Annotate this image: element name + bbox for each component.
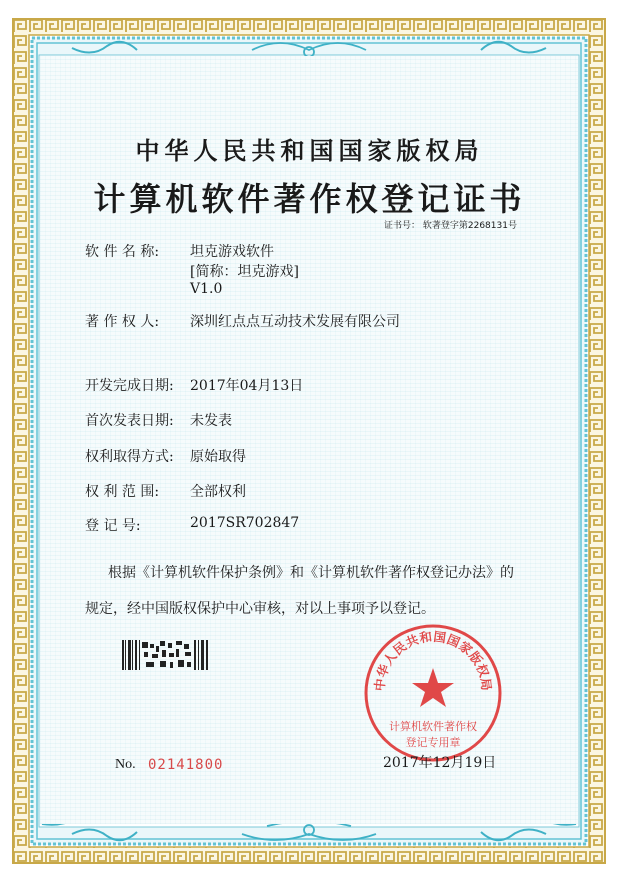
issuing-authority: 中华人民共和国国家版权局 <box>135 136 484 165</box>
acquisition-method-value: 原始取得 <box>190 449 246 465</box>
first-publication-label: 首次发表日期: <box>85 413 174 429</box>
barcode <box>122 640 208 670</box>
copyright-owner-label: 著 作 权 人: <box>85 314 160 330</box>
acquisition-method-label: 权利取得方式: <box>85 449 174 465</box>
seal-line-2: 登记专用章 <box>405 736 461 749</box>
certificate-number: 证书号： 软著登字第2268131号 <box>384 221 517 231</box>
completion-date-value: 2017年04月13日 <box>190 378 304 394</box>
certificate-title: 计算机软件著作权登记证书 <box>93 180 526 218</box>
copyright-owner-value: 深圳红点点互动技术发展有限公司 <box>190 314 400 330</box>
software-name-label: 软 件 名 称: <box>85 244 160 260</box>
software-name-value: 坦克游戏软件 <box>190 244 274 260</box>
official-seal <box>362 622 504 764</box>
svg-text:中华人民共和国国家版权局: 中华人民共和国国家版权局 <box>371 628 495 692</box>
registration-number-label: 登 记 号: <box>85 518 141 534</box>
seal-line-1: 计算机软件著作权 <box>389 720 477 733</box>
serial-number: 02141800 <box>148 757 224 773</box>
declaration-line-2: 规定，经中国版权保护中心审核，对以上事项予以登记。 <box>85 601 435 617</box>
first-publication-value: 未发表 <box>190 413 232 429</box>
software-short-name: [简称：坦克游戏] <box>190 264 299 280</box>
declaration-line-1: 根据《计算机软件保护条例》和《计算机软件著作权登记办法》的 <box>108 565 514 581</box>
issue-date: 2017年12月19日 <box>383 755 497 771</box>
rights-scope-label: 权 利 范 围: <box>85 484 160 500</box>
completion-date-label: 开发完成日期: <box>85 378 174 394</box>
rights-scope-value: 全部权利 <box>190 484 246 500</box>
software-version: V1.0 <box>190 281 223 297</box>
registration-number-value: 2017SR702847 <box>190 515 300 531</box>
star-icon <box>412 668 454 707</box>
serial-prefix: No. <box>115 757 136 772</box>
